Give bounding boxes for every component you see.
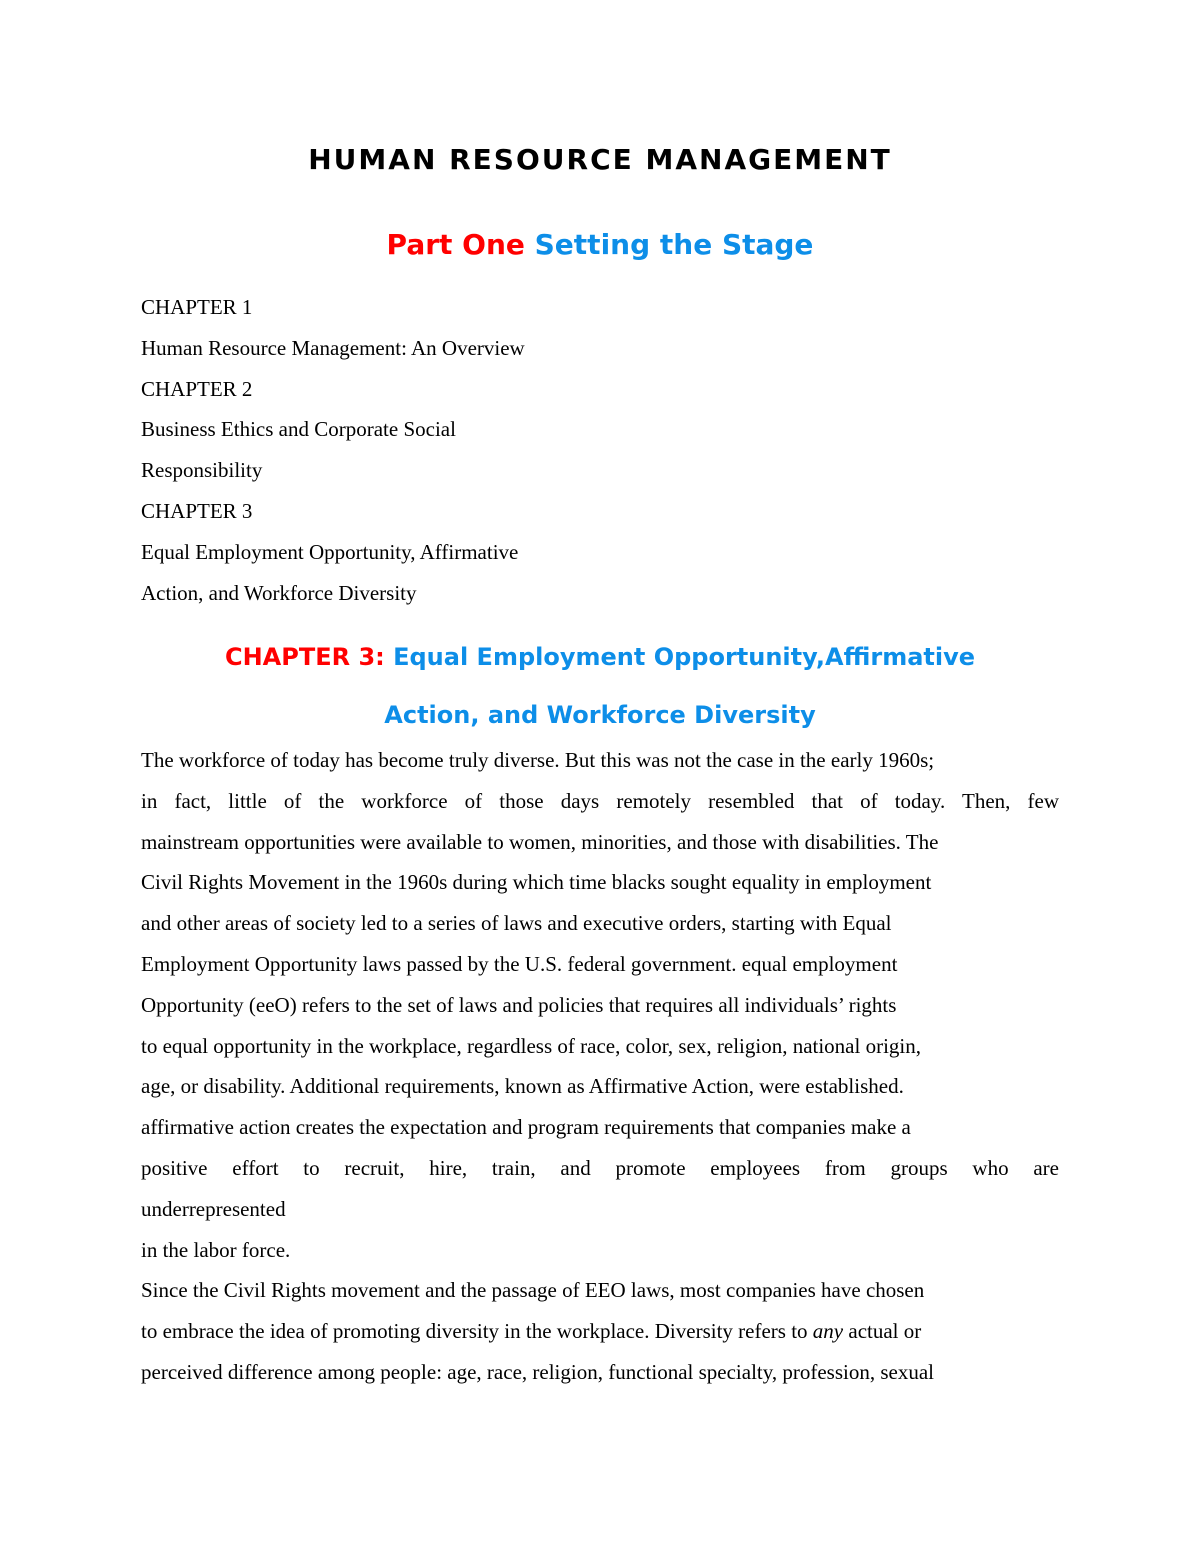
body-line-text: to embrace the idea of promoting diversity in the workplace. Diversity refers to [141,1319,808,1344]
body-line: and other areas of society led to a series of laws and executive orders, starting with Equal [141,911,892,936]
emphasis-any: any [812,1319,844,1344]
document-title: HUMAN RESOURCE MANAGEMENT [308,143,892,176]
body-line: positive effort to recruit, hire, train, and promote employees from groups who are [141,1155,1059,1180]
chapter-label: CHAPTER 3: [224,643,385,671]
toc-line: CHAPTER 2 [141,376,253,401]
toc-line: Responsibility [141,458,263,483]
body-line: underrepresented [141,1196,286,1221]
body-line: Civil Rights Movement in the 1960s during which time blacks sought equality in employment [141,870,932,895]
body-line: mainstream opportunities were available to women, minorities, and those with disabilities. The [141,829,939,854]
body-line: age, or disability. Additional requirements, known as Affirmative Action, were established. [141,1074,904,1099]
body-line: in the labor force. [141,1237,291,1262]
part-heading [0,228,1200,261]
part-name: Setting the Stage [534,228,814,261]
toc-line: Human Resource Management: An Overview [141,335,525,360]
body-line: The workforce of today has become truly diverse. But this was not the case in the early 1960s; [141,748,935,772]
body-line: Since the Civil Rights movement and the passage of EEO laws, most companies have chosen [141,1278,925,1303]
body-line-text: actual or [848,1319,922,1344]
toc-line: Business Ethics and Corporate Social [141,417,456,442]
body-line: in fact, little of the workforce of those days remotely resembled that of today. Then, few [141,788,1059,813]
body-line: to equal opportunity in the workplace, regardless of race, color, sex, religion, national origin, [141,1033,922,1058]
toc-line: CHAPTER 3 [141,498,253,523]
body-line [141,1311,1059,1352]
chapter-title-line1: Equal Employment Opportunity,Affirmative [393,643,976,671]
chapter-heading [0,628,1200,744]
chapter-title-line2: Action, and Workforce Diversity [384,701,816,729]
toc-line: Equal Employment Opportunity, Affirmative [141,539,519,564]
body-line: Opportunity (eeO) refers to the set of laws and policies that requires all individuals’ rights [141,992,897,1017]
toc-line: CHAPTER 1 [141,295,253,319]
body-line: affirmative action creates the expectation and program requirements that companies make a [141,1115,911,1140]
part-label: Part One [386,228,525,261]
body-text [141,740,1059,1393]
body-line: Employment Opportunity laws passed by the U.S. federal government. equal employment [141,951,898,976]
table-of-contents [141,287,1061,613]
toc-line: Action, and Workforce Diversity [141,580,417,605]
body-line: perceived difference among people: age, race, religion, functional specialty, profession, sexual [141,1359,935,1384]
